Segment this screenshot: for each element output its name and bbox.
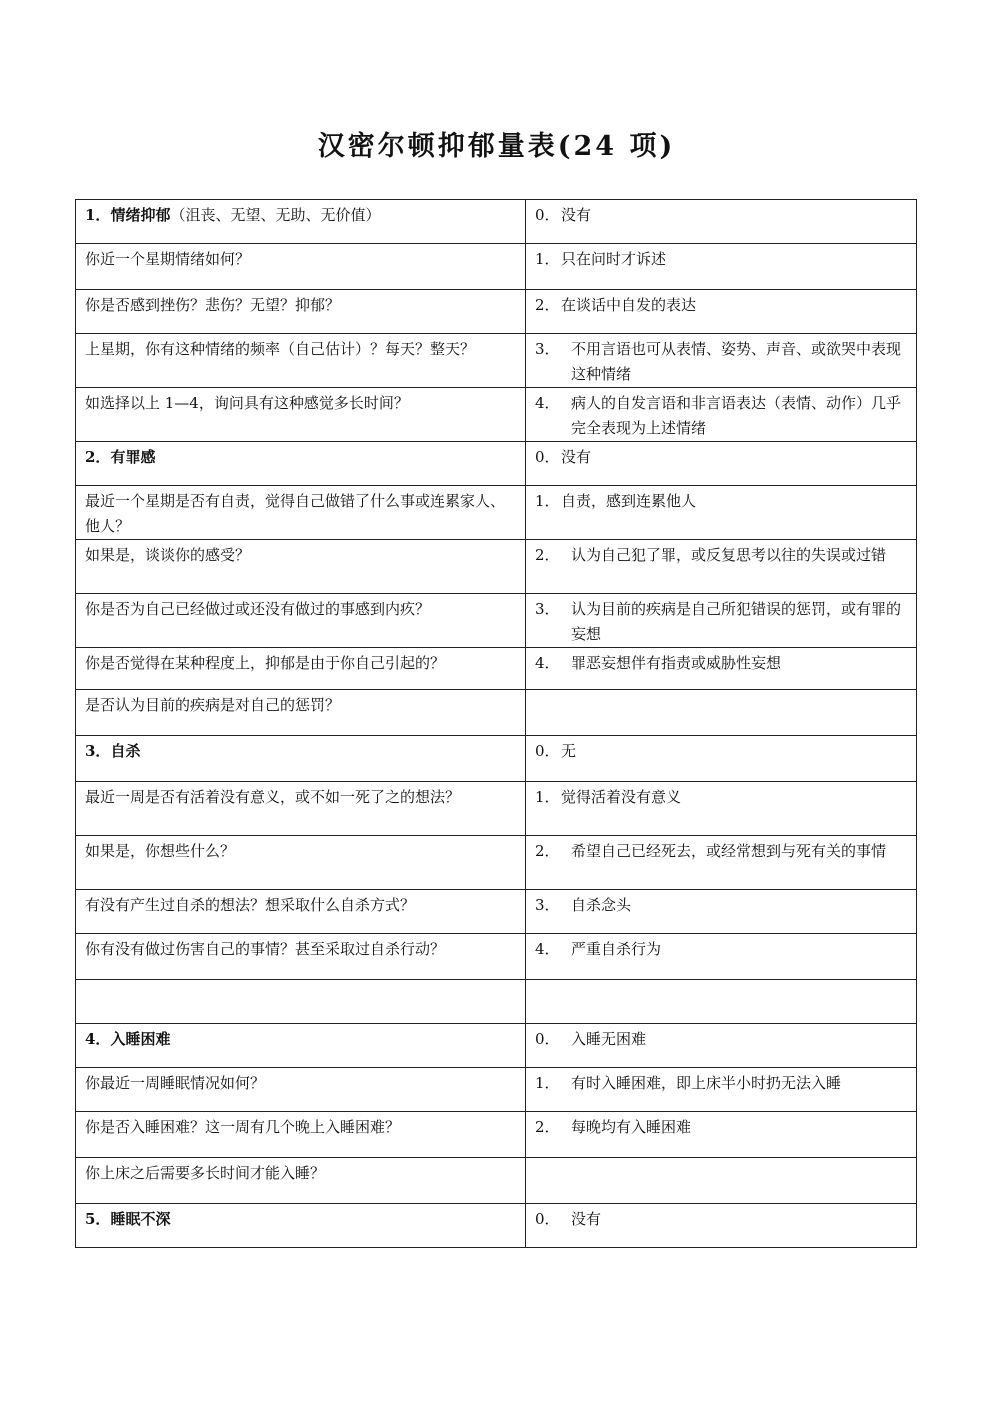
table-row	[76, 200, 917, 244]
option-number: 4．	[535, 654, 560, 672]
option-cell	[526, 736, 917, 782]
question-cell: 你是否为自己已经做过或还没有做过的事感到内疚？	[76, 594, 526, 648]
question-cell: 最近一周是否有活着没有意义，或不如一死了之的想法？	[76, 782, 526, 836]
question-cell: 上星期，你有这种情绪的频率（自己估计）？每天？整天？	[76, 334, 526, 388]
option-text: 无	[561, 742, 577, 760]
section-hint: （沮丧、无望、无助、无价值）	[170, 206, 381, 224]
option-text: 没有	[571, 1210, 602, 1228]
option-text: 有时入睡困难，即上床半小时扔无法入睡	[571, 1074, 842, 1092]
table-row	[76, 244, 917, 290]
option-cell	[526, 1158, 917, 1204]
option-text: 罪恶妄想伴有指责或威胁性妄想	[571, 654, 782, 672]
option-cell	[526, 836, 917, 890]
option-text: 不用言语也可从表情、姿势、声音、或欲哭中表现这种情绪	[571, 340, 902, 383]
option-text: 自杀念头	[571, 896, 632, 914]
table-row	[76, 1112, 917, 1158]
table-row	[76, 540, 917, 594]
table-row	[76, 486, 917, 540]
option-text: 觉得活着没有意义	[561, 788, 682, 806]
option-cell	[526, 388, 917, 442]
question-cell: 你是否觉得在某种程度上，抑郁是由于你自己引起的？	[76, 648, 526, 690]
question-cell: 你有没有做过伤害自己的事情？甚至采取过自杀行动？	[76, 934, 526, 980]
table-row	[76, 1204, 917, 1248]
depression-scale-table	[75, 199, 917, 1248]
section-title: 情绪抑郁	[110, 206, 171, 224]
table-row	[76, 836, 917, 890]
option-text: 每晚均有入睡困难	[571, 1118, 692, 1136]
table-row	[76, 648, 917, 690]
section-heading-1: 1．情绪抑郁（沮丧、无望、无助、无价值）	[76, 200, 526, 244]
question-cell: 你最近一周睡眠情况如何？	[76, 1068, 526, 1112]
option-cell	[526, 244, 917, 290]
question-cell: 最近一个星期是否有自责，觉得自己做错了什么事或连累家人、他人？	[76, 486, 526, 540]
option-number: 1．	[535, 788, 560, 806]
section-heading-2: 2．有罪感	[76, 442, 526, 486]
option-cell	[526, 486, 917, 540]
option-text: 认为自己犯了罪，或反复思考以往的失误或过错	[571, 546, 887, 564]
option-cell	[526, 690, 917, 736]
question-cell: 你是否入睡困难？这一周有几个晚上入睡困难？	[76, 1112, 526, 1158]
option-cell	[526, 890, 917, 934]
question-cell: 你上床之后需要多长时间才能入睡？	[76, 1158, 526, 1204]
option-cell	[526, 200, 917, 244]
table-row	[76, 690, 917, 736]
option-number: 0．	[535, 1210, 560, 1228]
option-cell	[526, 442, 917, 486]
section-heading-5: 5．睡眠不深	[76, 1204, 526, 1248]
question-cell	[76, 980, 526, 1024]
question-cell: 如果是，你想些什么？	[76, 836, 526, 890]
option-cell	[526, 1024, 917, 1068]
table-row	[76, 1024, 917, 1068]
section-title: 自杀	[110, 742, 141, 760]
option-cell	[526, 1204, 917, 1248]
option-text: 在谈话中自发的表达	[561, 296, 697, 314]
section-heading-3: 3．自杀	[76, 736, 526, 782]
option-number: 2．	[535, 1118, 560, 1136]
option-text: 严重自杀行为	[571, 940, 662, 958]
option-number: 1．	[535, 250, 560, 268]
table-row	[76, 736, 917, 782]
question-cell: 你是否感到挫伤？悲伤？无望？抑郁？	[76, 290, 526, 334]
table-row	[76, 980, 917, 1024]
option-number: 2．	[535, 546, 560, 564]
option-number: 4．	[535, 394, 560, 412]
option-cell	[526, 980, 917, 1024]
option-number: 1．	[535, 492, 560, 510]
table-row	[76, 934, 917, 980]
option-text: 没有	[561, 206, 592, 224]
option-text: 认为目前的疾病是自己所犯错误的惩罚，或有罪的妄想	[571, 600, 902, 643]
section-title: 入睡困难	[110, 1030, 171, 1048]
option-text: 入睡无困难	[571, 1030, 647, 1048]
option-cell	[526, 648, 917, 690]
option-cell	[526, 1068, 917, 1112]
option-text: 自责，感到连累他人	[561, 492, 697, 510]
table-row	[76, 334, 917, 388]
section-title: 睡眠不深	[110, 1210, 171, 1228]
option-cell	[526, 540, 917, 594]
page-title: 汉密尔顿抑郁量表(24 项)	[317, 131, 676, 162]
option-cell	[526, 782, 917, 836]
option-cell	[526, 1112, 917, 1158]
question-cell: 如选择以上 1—4，询问具有这种感觉多长时间？	[76, 388, 526, 442]
table-row	[76, 388, 917, 442]
section-heading-4: 4．入睡困难	[76, 1024, 526, 1068]
table-row	[76, 1068, 917, 1112]
option-number: 2．	[535, 842, 560, 860]
option-cell	[526, 290, 917, 334]
option-number: 2．	[535, 296, 560, 314]
option-text: 希望自己已经死去，或经常想到与死有关的事情	[571, 842, 887, 860]
table-row	[76, 594, 917, 648]
question-cell: 有没有产生过自杀的想法？想采取什么自杀方式？	[76, 890, 526, 934]
question-cell: 你近一个星期情绪如何？	[76, 244, 526, 290]
option-number: 0．	[535, 1030, 560, 1048]
option-text: 只在问时才诉述	[561, 250, 667, 268]
option-cell	[526, 934, 917, 980]
option-text: 没有	[561, 448, 592, 466]
table-row	[76, 1158, 917, 1204]
option-number: 3．	[535, 340, 560, 358]
option-number: 1．	[535, 1074, 560, 1092]
option-number: 0．	[535, 206, 560, 224]
option-text: 病人的自发言语和非言语表达（表情、动作）几乎完全表现为上述情绪	[571, 394, 902, 437]
section-title: 有罪感	[110, 448, 156, 466]
option-cell	[526, 334, 917, 388]
option-number: 0．	[535, 742, 560, 760]
option-cell	[526, 594, 917, 648]
table-row	[76, 442, 917, 486]
table-row	[76, 782, 917, 836]
option-number: 3．	[535, 896, 560, 914]
question-cell: 如果是，谈谈你的感受？	[76, 540, 526, 594]
question-cell: 是否认为目前的疾病是对自己的惩罚？	[76, 690, 526, 736]
table-row	[76, 290, 917, 334]
table-row	[76, 890, 917, 934]
option-number: 3．	[535, 600, 560, 618]
option-number: 4．	[535, 940, 560, 958]
option-number: 0．	[535, 448, 560, 466]
